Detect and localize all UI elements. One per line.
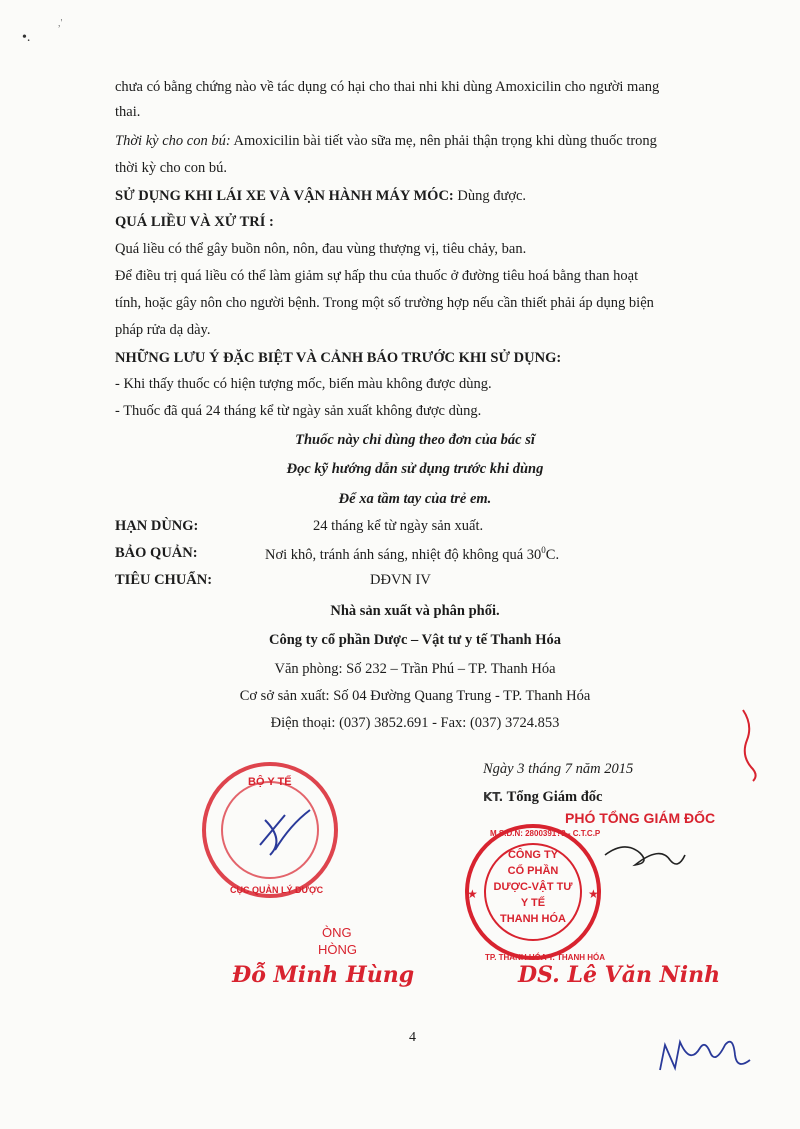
expiry-label: HẠN DÙNG: bbox=[115, 518, 199, 534]
standard-value: DĐVN IV bbox=[370, 572, 431, 588]
stamp-ring-text: TP. THANH HÓA T. THANH HÓA bbox=[485, 953, 605, 962]
sign-title-text: Tổng Giám đốc bbox=[506, 789, 603, 805]
warning-item: - Thuốc đã quá 24 tháng kể từ ngày sản xuất không được dùng. bbox=[115, 403, 482, 419]
stamp-center-text: CỔ PHẦN bbox=[507, 865, 559, 877]
storage-text: Nơi khô, tránh ánh sáng, nhiệt độ không quá 30 bbox=[265, 546, 542, 563]
company-stamp bbox=[455, 820, 615, 970]
handwritten-mark bbox=[735, 705, 775, 785]
notice-line: Để xa tầm tay của trẻ em. bbox=[338, 491, 492, 507]
star-mark: ★ bbox=[467, 887, 478, 901]
sign-date: Ngày 3 tháng 7 năm 2015 bbox=[483, 761, 634, 777]
lactation-label: Thời kỳ cho con bú: bbox=[115, 133, 231, 149]
kt-mark: KT. bbox=[483, 790, 504, 804]
stamp-center-text: CÔNG TY bbox=[507, 849, 559, 861]
warnings-heading: NHỮNG LƯU Ý ĐẶC BIỆT VÀ CẢNH BÁO TRƯỚC KHI SỬ DỤNG: bbox=[115, 350, 562, 366]
star-mark: ★ bbox=[588, 887, 599, 901]
storage-unit: C. bbox=[545, 546, 560, 563]
storage-value bbox=[265, 545, 559, 564]
factory-address: Cơ sở sản xuất: Số 04 Đường Quang Trung - TP. Thanh Hóa bbox=[239, 688, 591, 704]
paragraph-line: Quá liều có thể gây buồn nôn, nôn, đau vùng thượng vị, tiêu chảy, ban. bbox=[115, 241, 527, 257]
expiry-value: 24 tháng kể từ ngày sản xuất. bbox=[313, 518, 484, 534]
partial-stamp-text: ÒNG bbox=[322, 925, 352, 940]
paragraph-line: tính, hoặc gây nôn cho người bệnh. Trong một số trường hợp nếu cần thiết phải áp dụng biện bbox=[115, 295, 654, 311]
stamp-center-text: THANH HÓA bbox=[500, 913, 566, 925]
contact-phone: Điện thoại: (037) 3852.691 - Fax: (037) 3724.853 bbox=[270, 715, 560, 731]
paragraph-line: thời kỳ cho con bú. bbox=[115, 160, 227, 176]
initials-mark bbox=[655, 1030, 765, 1080]
company-name: Công ty cổ phần Dược – Vật tư y tế Thanh Hóa bbox=[269, 632, 561, 648]
director-signature bbox=[600, 835, 690, 880]
stamp-ring-text: CỤC QUẢN LÝ DƯỢC bbox=[230, 885, 324, 895]
paragraph-line: chưa có bằng chứng nào về tác dụng có hại cho thai nhi khi dùng Amoxicilin cho người mang bbox=[115, 79, 660, 95]
office-address: Văn phòng: Số 232 – Trần Phú – TP. Thanh Hóa bbox=[274, 661, 556, 677]
standard-label: TIÊU CHUẨN: bbox=[115, 572, 213, 588]
driving-section bbox=[115, 186, 526, 206]
degree-superscript: 0 bbox=[541, 545, 546, 555]
driving-text: Dùng được. bbox=[453, 188, 527, 204]
lactation-text: Amoxicilin bài tiết vào sữa mẹ, nên phải thận trọng khi dùng thuốc trong bbox=[230, 133, 657, 149]
paragraph-line: Để điều trị quá liều có thể làm giảm sự hấp thu của thuốc ở đường tiêu hoá bằng than hoạt bbox=[115, 268, 639, 284]
corner-mark: ,' bbox=[58, 18, 63, 29]
corner-mark: •. bbox=[22, 30, 31, 45]
sign-title bbox=[483, 789, 602, 806]
stamp-ring-text: BỘ Y TẾ bbox=[248, 776, 292, 788]
notice-line: Đọc kỹ hướng dẫn sử dụng trước khi dùng bbox=[286, 461, 544, 477]
ministry-stamp bbox=[190, 755, 350, 905]
driving-heading: SỬ DỤNG KHI LÁI XE VÀ VẬN HÀNH MÁY MÓC: bbox=[115, 188, 454, 204]
storage-label: BẢO QUẢN: bbox=[115, 545, 198, 561]
paragraph-line: thai. bbox=[115, 104, 141, 120]
manufacturer-heading: Nhà sản xuất và phân phối. bbox=[330, 603, 500, 619]
partial-stamp-text: HÒNG bbox=[318, 942, 357, 957]
overdose-heading: QUÁ LIỀU VÀ XỬ TRÍ : bbox=[115, 214, 274, 230]
left-signer-name: Đỗ Minh Hùng bbox=[232, 962, 415, 988]
notice-line: Thuốc này chỉ dùng theo đơn của bác sĩ bbox=[295, 432, 535, 448]
page-number: 4 bbox=[409, 1030, 416, 1045]
lactation-paragraph bbox=[115, 131, 657, 151]
stamp-center-text: Y TẾ bbox=[520, 897, 546, 909]
paragraph-line: pháp rửa dạ dày. bbox=[115, 322, 211, 338]
stamp-ring-text: M.S.D.N: 2800391?8 - C.T.C.P bbox=[490, 829, 601, 838]
stamp-center-text: DƯỢC-VẬT TƯ bbox=[493, 881, 573, 893]
signer-name: DS. Lê Văn Ninh bbox=[518, 962, 721, 988]
warning-item: - Khi thấy thuốc có hiện tượng mốc, biến màu không được dùng. bbox=[115, 376, 492, 392]
deputy-director-title: PHÓ TỔNG GIÁM ĐỐC bbox=[565, 810, 716, 826]
